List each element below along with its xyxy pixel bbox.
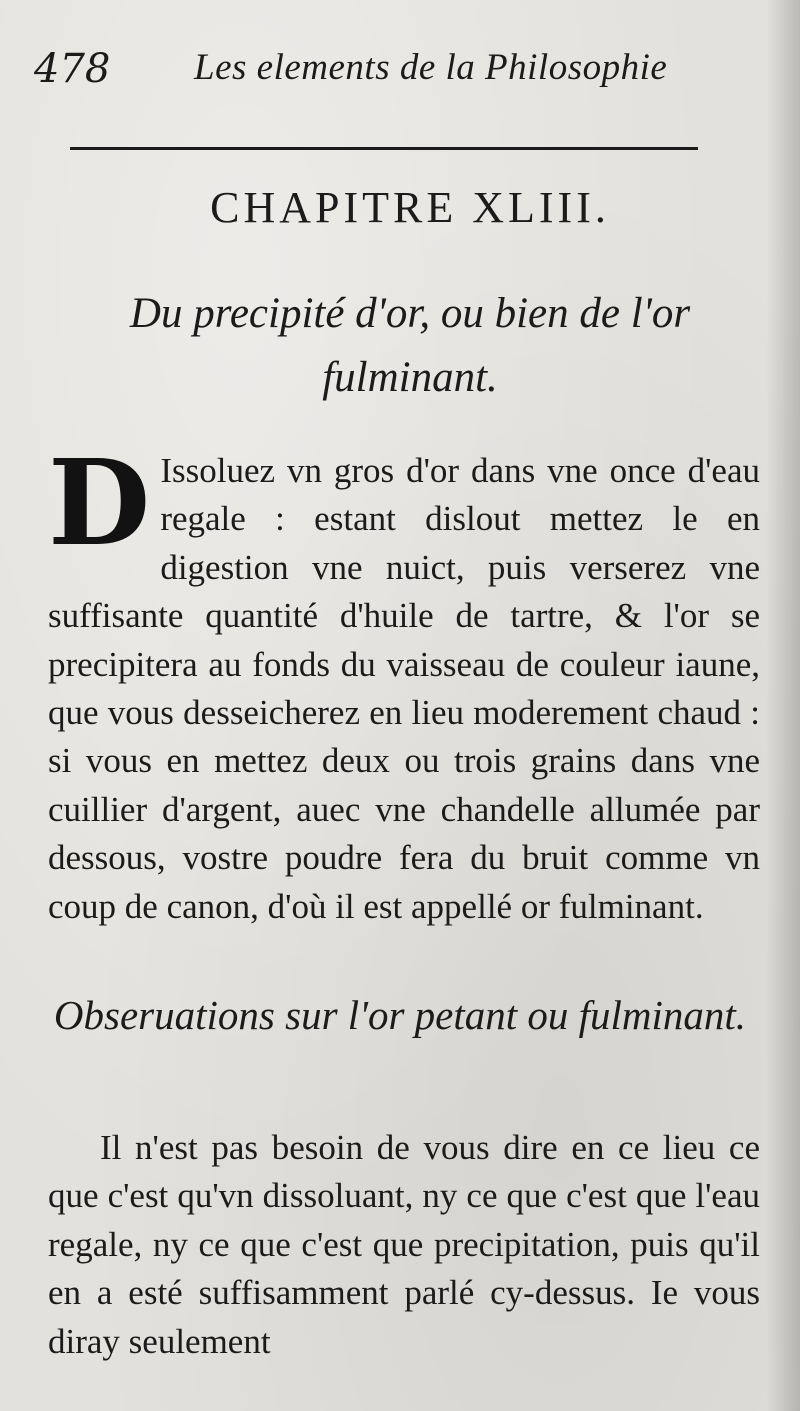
- page-header: [34, 40, 740, 100]
- page-number: 478: [34, 46, 111, 92]
- section-heading: Obseruations sur l'or petant ou fulminant.: [53, 992, 747, 1038]
- paragraph-2: [48, 1124, 760, 1366]
- chapter-title: CHAPITRE XLIII.: [210, 183, 610, 232]
- paragraph-2-text: Il n'est pas besoin de vous dire en ce lieu ce que c'est qu'vn dissoluant, ny ce que c'est que l'eau regale, ny ce que c'est que precipitation, puis qu'il en a esté suffisamment parlé cy-dessus. Ie vous diray seulement: [48, 1128, 760, 1361]
- running-title: Les elements de la Philosophie: [194, 47, 668, 88]
- header-rule: [70, 147, 698, 150]
- chapter-subtitle: Du precipité d'or, ou bien de l'or fulminant.: [129, 290, 691, 401]
- drop-cap: D: [48, 433, 151, 572]
- paragraph-1: [48, 433, 760, 931]
- paragraph-1-text: Issoluez vn gros d'or dans vne once d'eau regale : estant dislout mettez le en digestion vne nuict, puis verserez vne suffisante quantité d'huile de tartre, & l'or se precipitera au fonds du vaisseau de couleur iaune, que vous desseicherez en lieu moderement chaud : si vous en mettez deux ou trois grains dans vne cuillier d'argent, auec vne chandelle allumée par dessous, vostre poudre fera du bruit comme vn coup de canon, d'où il est appellé or fulminant.: [48, 451, 760, 926]
